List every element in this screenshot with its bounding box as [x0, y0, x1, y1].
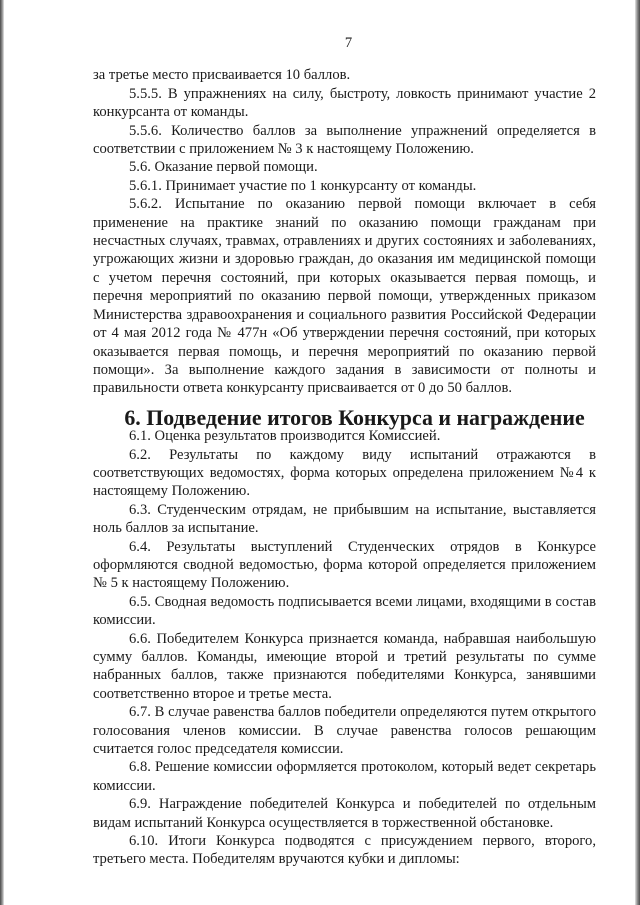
paragraph-5-6-2: 5.6.2. Испытание по оказанию первой помощи включает в себя применение на практике знаний по оказанию помощи гражданам при несчастных случаях, травмах, отравлениях и других состояниях и заболеваниях, угрожающих жизни и здоровью граждан, до оказания им медицинской помощи с учетом перечня состояний, при которых оказывается первая помощь, и перечня мероприятий по оказанию первой помощи, утвержденных приказом Министерства здравоохранения и социального развития Российской Федерации от 4 мая 2012 года № 477н «Об утверждении перечня состояний, при которых оказывается первая помощь, и перечня мероприятий по оказанию первой помощи». За выполнение каждого задания в зависимости от полноты и правильности ответа конкурсанту присваивается от 0 до 50 баллов. — [93, 196, 596, 397]
document-page — [93, 34, 596, 869]
paragraph-6-6: 6.6. Победителем Конкурса признается команда, набравшая наибольшую сумму баллов. Команды, имеющие второй и третий результаты по сумме набранных баллов, также признаются победителями Конкурса, занявшими соответственно второе и третье места. — [93, 630, 596, 702]
paragraph-6-7: 6.7. В случае равенства баллов победители определяются путем открытого голосования членов комиссии. В случае равенства голосов решающим считается голос председателя комиссии. — [93, 704, 596, 758]
paragraph-5-6: 5.6. Оказание первой помощи. — [129, 159, 318, 176]
paragraph-6-4: 6.4. Результаты выступлений Студенческих отрядов в Конкурсе оформляются сводной ведомостью, форма которой определяется приложением № 5 к настоящему Положению. — [93, 538, 596, 592]
page-number: 7 — [344, 35, 353, 51]
paragraph-6-8: 6.8. Решение комиссии оформляется протоколом, который ведет секретарь комиссии. — [93, 759, 596, 794]
section-6-heading: 6. Подведение итогов Конкурса и награждение — [124, 404, 585, 430]
paragraph-6-1: 6.1. Оценка результатов производится Комиссией. — [129, 428, 441, 445]
paragraph-6-5: 6.5. Сводная ведомость подписывается всеми лицами, входящими в состав комиссии. — [93, 593, 596, 629]
paragraph-5-5-4-end: за третье место присваивается 10 баллов. — [93, 67, 351, 84]
paragraph-5-5-6: 5.5.6. Количество баллов за выполнение упражнений определяется в соответствии с приложением № 3 к настоящему Положению. — [93, 122, 596, 158]
paragraph-5-5-5: 5.5.5. В упражнениях на силу, быстроту, ловкость принимают участие 2 конкурсанта от команды. — [93, 85, 596, 121]
paragraph-6-9: 6.9. Награждение победителей Конкурса и победителей по отдельным видам испытаний Конкурса осуществляется в торжественной обстановке. — [93, 796, 596, 831]
paragraph-6-3: 6.3. Студенческим отрядам, не прибывшим на испытание, выставляется ноль баллов за испытание. — [93, 501, 596, 537]
paragraph-5-6-1: 5.6.1. Принимает участие по 1 конкурсанту от команды. — [129, 177, 477, 194]
scan-left-edge — [0, 0, 4, 905]
scan-right-edge — [635, 0, 640, 905]
paragraph-6-10: 6.10. Итоги Конкурса подводятся с присуждением первого, второго, третьего места. Победителям вручаются кубки и дипломы: — [93, 833, 596, 868]
paragraph-6-2: 6.2. Результаты по каждому виду испытаний отражаются в соответствующих ведомостях, форма которых определена приложением №4 к настоящему Положению. — [93, 446, 596, 500]
